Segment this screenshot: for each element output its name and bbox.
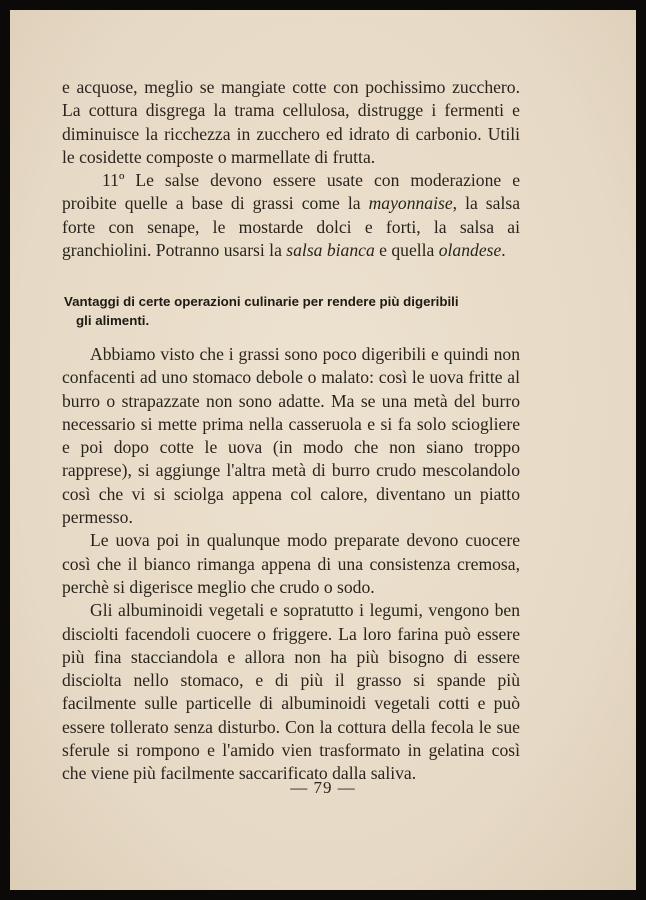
main-text-block <box>62 343 520 786</box>
section-heading-line-2: gli alimenti. <box>76 313 150 328</box>
page-number: — 79 — <box>290 778 356 797</box>
section-heading-line-1: Vantaggi di certe operazioni culinarie per rendere più digeribili <box>64 294 459 309</box>
sauces-text-1: 11º Le salse devono essere usate con moderazione e proibite quelle a base di grassi come la <box>62 170 520 214</box>
sauces-term-olandese: olandese <box>438 240 502 261</box>
top-text-block <box>62 76 520 262</box>
section-heading <box>64 292 520 330</box>
paragraph-sauces <box>62 169 520 262</box>
paragraph-fruit: e acquose, meglio se mangiate cotte con pochissimo zucchero. La cottura disgrega la trama cellulosa, distrugge i fermenti e diminuisce la ricchezza in zucchero ed idrato di carbonio. Utili le cosidette composte o marmellate di frutta. <box>62 77 520 167</box>
paragraph-eggs-cooking: Le uova poi in qualunque modo preparate devono cuocere così che il bianco rimanga appena di una consistenza cremosa, perchè si digerisce meglio che crudo o sodo. <box>62 530 520 597</box>
paragraph-eggs-butter: Abbiamo visto che i grassi sono poco digeribili e quindi non confacenti ad uno stomaco debole o malato: così le uova fritte al burro o strapazzate non sono adatte. Ma se una metà del burro necessario si mette prima nella casseruola e si fa solo sciogliere e poi dopo cotte le uova (in modo che non siano troppo rapprese), si aggiunge l'altra metà di burro crudo mescolandolo così che vi si sciolga appena col calore, diventano un piatto permesso. <box>62 344 520 528</box>
sauces-term-salsa-bianca: salsa bianca <box>286 240 375 261</box>
sauces-text-4: . <box>501 240 506 261</box>
sauces-text-3: e quella <box>374 240 439 261</box>
paragraph-legumes: Gli albuminoidi vegetali e sopratutto i legumi, vengono ben disciolti facendoli cuocere o friggere. La loro farina può essere più fina stacciandola e allora non ha più bisogno di essere disciolta nello stomaco, e di più il grasso si spande più facilmente sulle particelle di albuminoidi vegetali cotti e può essere tollerato senza disturbo. Con la cottura della fecola le sue sferule si rompono e l'amido vien trasformato in gelatina così che viene più facilmente saccarificato dalla saliva. <box>62 600 520 784</box>
sauces-text-2: , la salsa forte con senape, le mostarde dolci e forti, la salsa ai granchiolini. Potranno usarsi la <box>62 193 521 261</box>
book-page <box>10 10 636 890</box>
sauces-term-mayonnaise: mayonnaise <box>368 193 453 214</box>
